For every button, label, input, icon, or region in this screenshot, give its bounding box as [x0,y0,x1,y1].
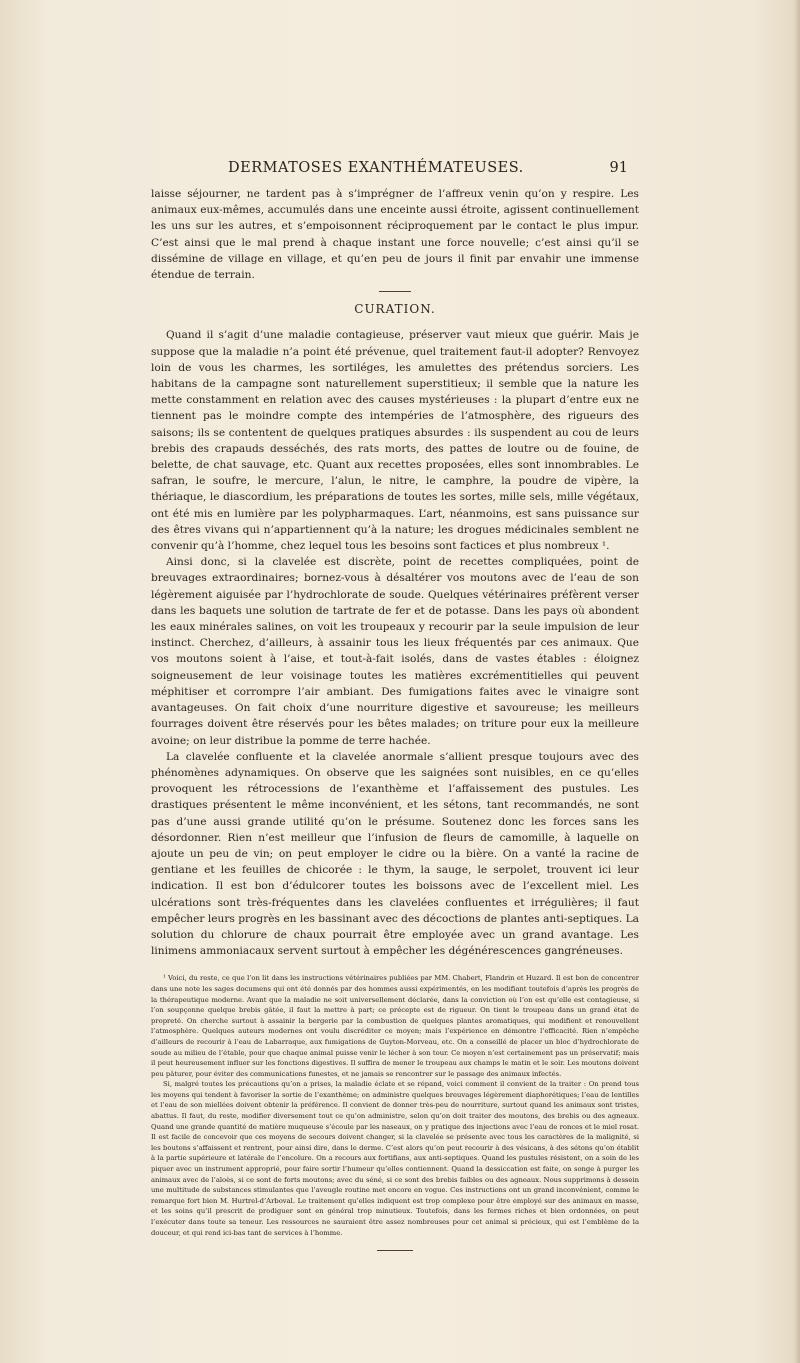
main-text-block [151,186,639,1260]
footnote-2: Si, malgré toutes les précautions qu’on a prises, la maladie éclate et se répand, voici comment il convient de la traiter : On prend tous les moyens qui tendent à favoriser la sortie de l’exanthème; on administre quelques breuvages légèrement diaphorétiques; l’eau de lentilles et l’eau de son miellées doivent obtenir la préférence. Il convient de donner très-peu de nourriture, surtout quand les animaux sont tristes, abattus. Il faut, du reste, modifier diversement tout ce qu’on administre, selon qu’on doit traiter des moutons, des brebis ou des agneaux. Quand une grande quantité de matière muqueuse s’écoule par les naseaux, on y pratique des injections avec l’eau de ronces et le miel rosat. Il est facile de concevoir que ces moyens de secours doivent changer, si la clavelée se présente avec tous les caractères de la malignité, si les boutons s’affaissent et rentrent, pour ainsi dire, dans le derme. C’est alors qu’on peut recourir à des vésicans, à des sétons qu’on établit à la partie supérieure et latérale de l’encolure. On a recours aux fortifians, aux anti-septiques. Quand les pustules résistent, on a soin de les piquer avec un instrument approprié, pour faire sortir l’humeur qu’elles contiennent. Quand la dessiccation est faite, on songe à purger les animaux avec de l’aloès, si ce sont de forts moutons; avec du séné, si ce sont des brebis faibles ou des agneaux. Nous supprimons à dessein une multitude de substances stimulantes que l’aveugle routine met encore en vogue. Ces instructions ont un grand inconvénient, comme le remarque fort bien M. Hurtrel-d’Arboval. Le traitement qu’elles indiquent est trop complexe pour être employé sur des animaux en masse, et les soins qu’il prescrit de prodiguer sont en général trop minutieux. Toutefois, dans les fermes riches et bien ordonnées, on peut l’exécuter dans toute sa teneur. Les ressources ne sauraient être assez nombreuses pour cet animal si précieux, qui est l’emblème de la douceur, et qui rend ici-bas tant de services à l’homme. [151,1080,639,1237]
section-title: CURATION. [354,302,436,317]
paragraph-1: Quand il s’agit d’une maladie contagieuse, préserver vaut mieux que guérir. Mais je suppose que la maladie n’a point été prévenue, quel traitement faut-il adopter? Renvoyez loin de vous les charmes, les sortiléges, les amulettes des prétendus sorciers. Les habitans de la campagne sont naturellement superstitieux; il semble que la nature les mette constamment en relation avec des causes mystérieuses : la plupart d’entre eux ne tiennent pas le moindre compte des intempéries de l’atmosphère, des rigueurs des saisons; ils se contentent de quelques pratiques absurdes : ils suspendent au cou de leurs brebis des crapauds desséchés, des rats morts, des pattes de loutre ou de fouine, de belette, de chat sauvage, etc. Quant aux recettes proposées, elles sont innombrables. Le safran, le soufre, le mercure, l’alun, le nitre, le camphre, la poudre de vipère, la thériaque, le diascordium, les préparations de toutes les sortes, mille sels, mille végétaux, ont été mis en lumière par les polypharmaques. L’art, néanmoins, est sans puissance sur des êtres vivans qui n’appartiennent qu’à la nature; les drogues médicinales semblent ne convenir qu’à l’homme, chez lequel tous les besoins sont factices et plus nombreux ¹. [151,329,639,553]
page-header [228,160,628,180]
footnotes [151,973,639,1238]
paragraph-2: Ainsi donc, si la clavelée est discrète, point de recettes compliquées, point de breuvages extraordinaires; bornez-vous à désaltérer vos moutons avec de l’eau de son légèrement aiguisée par l’hydrochlorate de soude. Quelques vétérinaires préfèrent verser dans les baquets une solution de tartrate de fer et de potasse. Dans les pays où abondent les eaux minérales salines, on voit les troupeaux y recourir par la seule impulsion de leur instinct. Cherchez, d’ailleurs, à assainir tous les lieux fréquentés par ces animaux. Que vos moutons soient à l’aise, et tout-à-fait isolés, dans de vastes étables : éloignez soigneusement de leur voisinage toutes les matières excrémentitielles qui peuvent méphitiser et corrompre l’air ambiant. Des fumigations faites avec le vinaigre sont avantageuses. On fait choix d’une nourriture digestive et savoureuse; les meilleurs fourrages doivent être réservés pour les bêtes malades; on triture pour eux la meilleure avoine; on leur distribue la pomme de terre hachée. [151,556,639,747]
footnote-1: ¹ Voici, du reste, ce que l’on lit dans les instructions vétérinaires publiées par MM. Chabert, Flandrin et Huzard. Il est bon de concentrer dans une note les sages documens qui ont été donnés par des hommes aussi expérimentés, en les modifiant toutefois d’après les progrès de la thérapeutique moderne. Avant que la maladie ne soit universellement déclarée, dans la conviction où l’on est qu’elle est contagieuse, si l’on soupçonne quelque brebis gâtée, il faut la mettre à part; ce précepte est de rigueur. On tient le troupeau dans un grand état de propreté. On cherche surtout à assainir la bergerie par la combustion de quelques plantes aromatiques, qui modifient et renouvellent l’atmosphère. Quelques auteurs modernes ont voulu discréditer ce moyen; mais l’expérience en démontre l’efficacité. Rien n’empêche d’ailleurs de recourir à l’eau de Labarraque, aux fumigations de Guyton-Morveau, etc. On a conseillé de placer un bloc d’hydrochlorate de soude au milieu de l’étable, pour que chaque animal puisse venir le lécher à son tour. Ce moyen n’est certainement pas un préservatif; mais il peut heureusement influer sur les fonctions digestives. Il suffira de mener le troupeau aux champs le matin et le soir. Les moutons doivent peu pâturer, pour éviter des communications funestes, et ne jamais se rencontrer sur le passage des animaux infectés. [151,974,639,1078]
end-divider [377,1250,413,1251]
section-divider [379,291,411,292]
page-number: 91 [609,160,628,176]
running-title: DERMATOSES EXANTHÉMATEUSES. [228,160,524,176]
paragraph-3: La clavelée confluente et la clavelée anormale s’allient presque toujours avec des phénomènes adynamiques. On observe que les saignées sont nuisibles, en ce qu’elles provoquent les rétrocessions de l’exanthème et l’affaissement des pustules. Les drastiques présentent le même inconvénient, et les sétons, tant recommandés, ne sont pas d’une aussi grande utilité qu’on le présume. Soutenez donc les forces sans les désordonner. Rien n’est meilleur que l’infusion de fleurs de camomille, à laquelle on ajoute un peu de vin; on peut employer le cidre ou la bière. On a vanté la racine de gentiane et les feuilles de chicorée : le thym, la sauge, le serpolet, trouvent ici leur indication. Il est bon d’édulcorer toutes les boissons avec de l’excellent miel. Les ulcérations sont très-fréquentes dans les clavelées confluentes et irrégulières; il faut empêcher leurs progrès en les bassinant avec des décoctions de plantes anti-septiques. La solution du chlorure de chaux pourrait être employée avec un grand avantage. Les linimens ammoniacaux servent surtout à empêcher les dégénérescences gangréneuses. [151,750,639,958]
page-edge-shadow [794,0,800,1363]
intro-paragraph: laisse séjourner, ne tardent pas à s’imprégner de l’affreux venin qu’on y respire. Les animaux eux-mêmes, accumulés dans une enceinte aussi étroite, agissent continuellement les uns sur les autres, et s’empoisonnent réciproquement par le contact le plus impur. C’est ainsi que le mal prend à chaque instant une force nouvelle; c’est ainsi qu’il se dissémine de village en village, et qu’en peu de jours il finit par envahir une immense étendue de terrain. [151,188,639,282]
